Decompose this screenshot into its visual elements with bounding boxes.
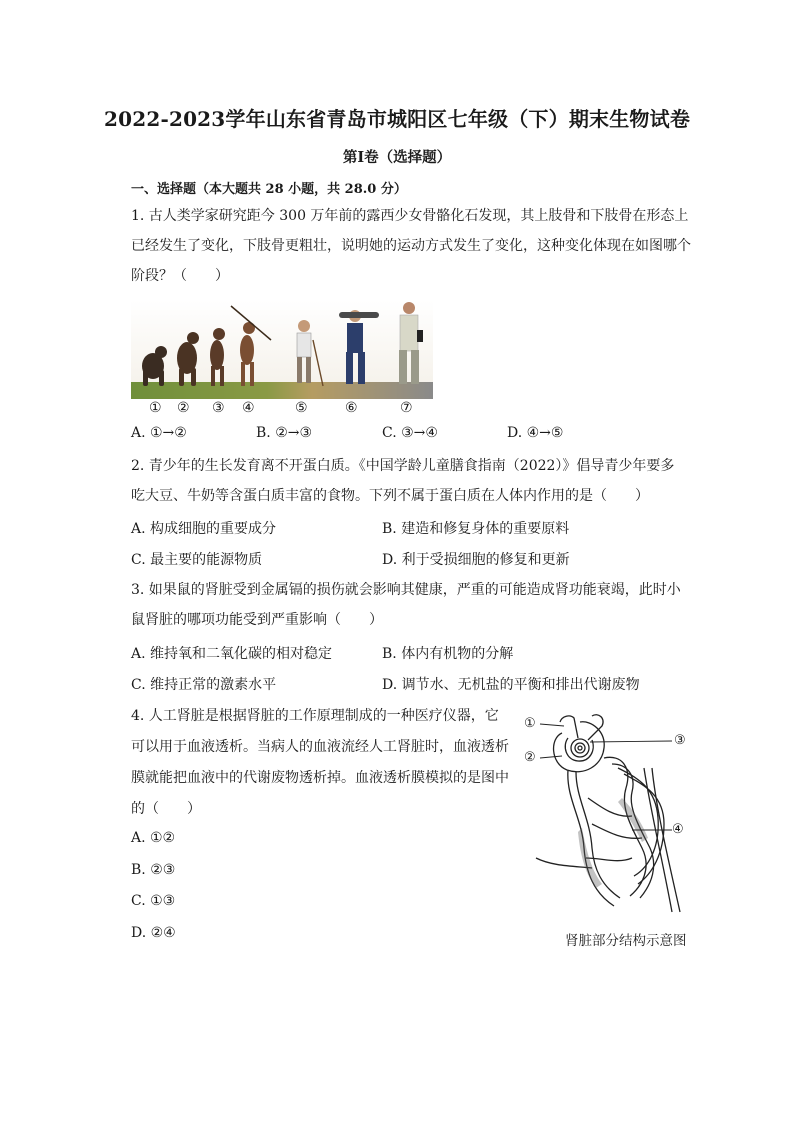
section-heading: 一、选择题（本大题共 28 小题，共 28.0 分） — [131, 182, 407, 197]
nephron-label-4: ④ — [672, 822, 684, 837]
part-heading: 第I卷（选择题） — [342, 149, 452, 166]
q4-line-2: 可以用于血液透析。当病人的血液流经人工肾脏时，血液透析 — [131, 739, 509, 755]
q2-option-b[interactable]: B. 建造和修复身体的重要原料 — [382, 521, 570, 537]
evolution-label-1: ① — [149, 400, 162, 416]
q4-option-c[interactable]: C. ①③ — [131, 893, 176, 909]
q3-line-2: 鼠肾脏的哪项功能受到严重影响（ ） — [131, 612, 383, 628]
evolution-label-2: ② — [177, 400, 190, 416]
q1-option-d[interactable]: D. ④→⑤ — [507, 425, 564, 441]
q1-line-3: 阶段？（ ） — [131, 268, 229, 284]
q4-line-1: 4. 人工肾脏是根据肾脏的工作原理制成的一种医疗仪器，它 — [131, 708, 499, 724]
evolution-label-6: ⑥ — [345, 400, 358, 416]
page-title: 2022-2023学年山东省青岛市城阳区七年级（下）期末生物试卷 — [103, 107, 691, 131]
evolution-label-4: ④ — [242, 400, 255, 416]
q2-option-c[interactable]: C. 最主要的能源物质 — [131, 552, 263, 568]
evolution-label-7: ⑦ — [400, 400, 413, 416]
q2-line-2: 吃大豆、牛奶等含蛋白质丰富的食物。下列不属于蛋白质在人体内作用的是（ ） — [131, 488, 649, 504]
q2-option-d[interactable]: D. 利于受损细胞的修复和更新 — [382, 552, 570, 568]
q1-line-1: 1. 古人类学家研究距今 300 万年前的露西少女骨骼化石发现，其上肢骨和下肢骨在形态上 — [131, 208, 689, 224]
nephron-caption: 肾脏部分结构示意图 — [565, 933, 687, 949]
q4-option-b[interactable]: B. ②③ — [131, 862, 176, 878]
q1-option-b[interactable]: B. ②→③ — [256, 425, 313, 441]
q4-line-4: 的（ ） — [131, 801, 201, 817]
q2-line-1: 2. 青少年的生长发育离不开蛋白质。《中国学龄儿童膳食指南（2022）》倡导青少年要多 — [131, 458, 675, 474]
q4-line-3: 膜就能把血液中的代谢废物透析掉。血液透析膜模拟的是图中 — [131, 770, 509, 786]
evolution-label-3: ③ — [212, 400, 225, 416]
q1-line-2: 已经发生了变化，下肢骨更粗壮，说明她的运动方式发生了变化，这种变化体现在如图哪个 — [131, 238, 691, 254]
evolution-label-5: ⑤ — [295, 400, 308, 416]
q4-option-a[interactable]: A. ①② — [131, 830, 176, 846]
q2-option-a[interactable]: A. 构成细胞的重要成分 — [131, 521, 277, 537]
q3-option-a[interactable]: A. 维持氧和二氧化碳的相对稳定 — [131, 646, 333, 662]
q3-option-d[interactable]: D. 调节水、无机盐的平衡和排出代谢废物 — [382, 677, 640, 693]
q3-line-1: 3. 如果鼠的肾脏受到金属镉的损伤就会影响其健康，严重的可能造成肾功能衰竭，此时小 — [131, 582, 681, 598]
q3-option-b[interactable]: B. 体内有机物的分解 — [382, 646, 514, 662]
nephron-label-2: ② — [524, 750, 536, 765]
nephron-label-3: ③ — [674, 733, 686, 748]
q4-option-d[interactable]: D. ②④ — [131, 925, 176, 941]
q1-option-c[interactable]: C. ③→④ — [382, 425, 438, 441]
q1-option-a[interactable]: A. ①→② — [131, 425, 187, 441]
human-evolution-illustration — [131, 300, 433, 399]
nephron-label-1: ① — [524, 716, 536, 731]
q3-option-c[interactable]: C. 维持正常的激素水平 — [131, 677, 277, 693]
